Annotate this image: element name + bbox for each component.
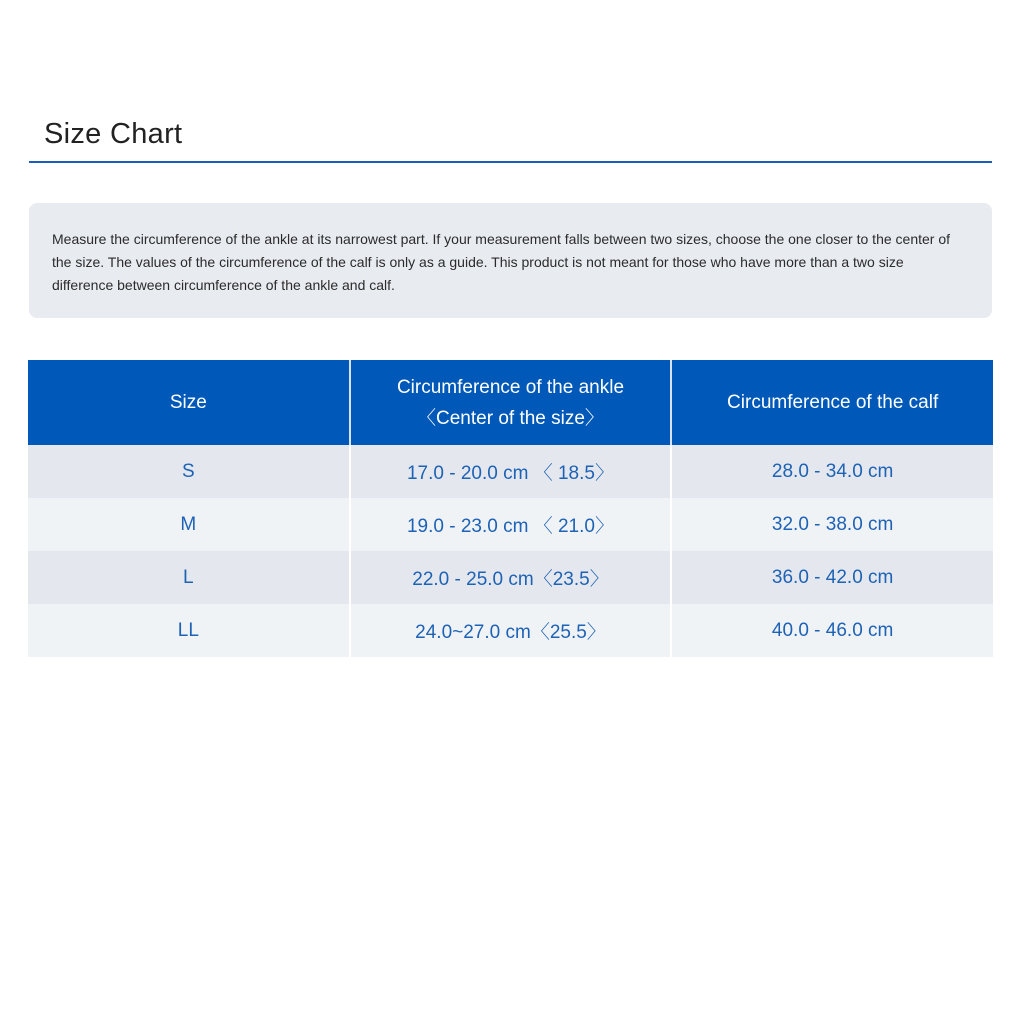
cell-size: LL bbox=[28, 604, 350, 657]
cell-ankle: 24.0~27.0 cm〈25.5〉 bbox=[350, 604, 672, 657]
page-title: Size Chart bbox=[44, 118, 183, 150]
title-divider bbox=[29, 161, 992, 163]
header-calf bbox=[671, 360, 993, 445]
measurement-note bbox=[29, 203, 992, 318]
cell-calf: 40.0 - 46.0 cm bbox=[671, 604, 993, 657]
cell-calf: 28.0 - 34.0 cm bbox=[671, 445, 993, 498]
table-header-row bbox=[28, 360, 993, 445]
table-row bbox=[28, 551, 993, 604]
size-table bbox=[28, 360, 993, 657]
measurement-note-text: Measure the circumference of the ankle at its narrowest part. If your measurement falls between two sizes, choose the one closer to the center of the size. The values of the circumference of the calf is only as a guide. This product is not meant for those who have more than a two size difference between circumference of the ankle and calf. bbox=[52, 231, 951, 293]
header-ankle-sublabel: 〈Center of the size〉 bbox=[417, 407, 604, 429]
header-calf-label: Circumference of the calf bbox=[727, 392, 939, 413]
cell-calf: 32.0 - 38.0 cm bbox=[671, 498, 993, 551]
table-row bbox=[28, 445, 993, 498]
cell-ankle: 22.0 - 25.0 cm〈23.5〉 bbox=[350, 551, 672, 604]
header-ankle-label: Circumference of the ankle bbox=[396, 376, 625, 398]
cell-ankle: 17.0 - 20.0 cm 〈 18.5〉 bbox=[350, 445, 672, 498]
cell-ankle: 19.0 - 23.0 cm 〈 21.0〉 bbox=[350, 498, 672, 551]
header-ankle bbox=[350, 360, 672, 445]
header-size bbox=[28, 360, 350, 445]
table-row bbox=[28, 498, 993, 551]
cell-calf: 36.0 - 42.0 cm bbox=[671, 551, 993, 604]
table-row bbox=[28, 604, 993, 657]
header-size-label: Size bbox=[169, 392, 207, 413]
cell-size: M bbox=[28, 498, 350, 551]
cell-size: L bbox=[28, 551, 350, 604]
cell-size: S bbox=[28, 445, 350, 498]
